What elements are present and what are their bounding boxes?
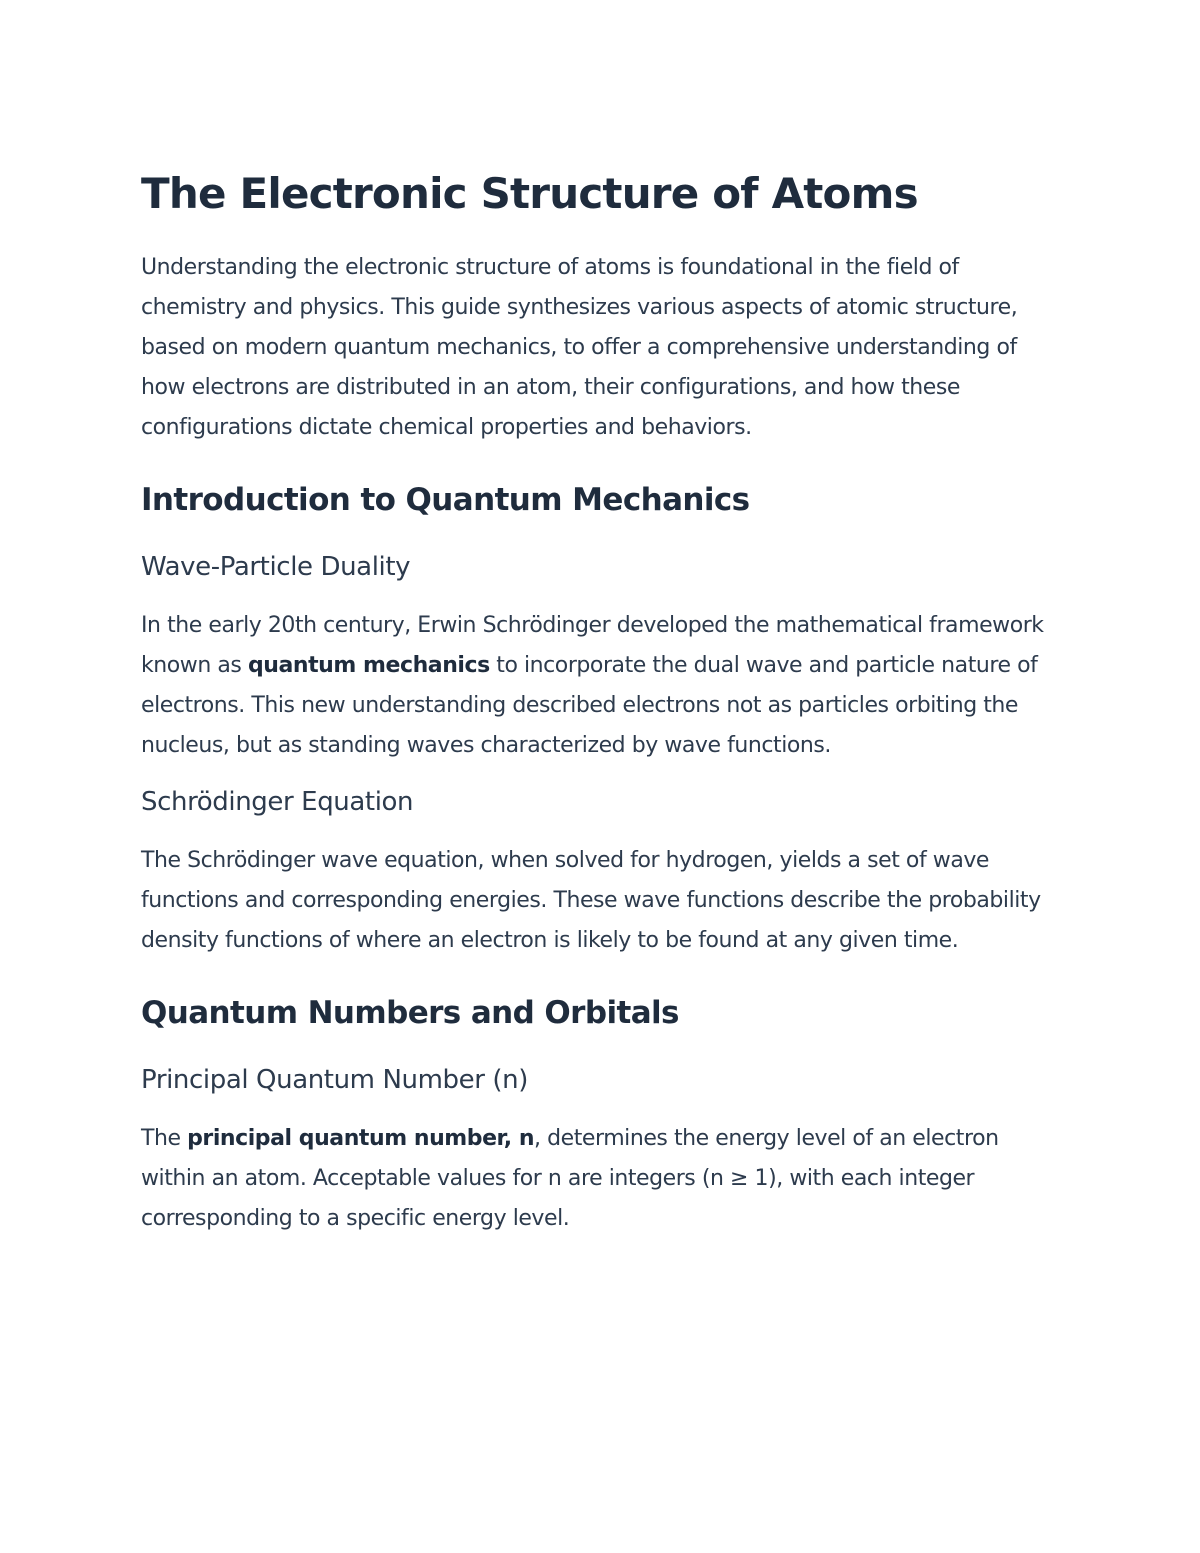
section-heading-quantum-mechanics: Introduction to Quantum Mechanics xyxy=(141,482,750,518)
paragraph-text: The xyxy=(141,1126,188,1151)
subsection-heading-wave-particle-duality: Wave-Particle Duality xyxy=(141,552,411,582)
bold-term-quantum-mechanics: quantum mechanics xyxy=(247,653,490,678)
paragraph-text: , determines the energy level of an electron within an atom. Acceptable values for n are integers (n ≥ 1), with each integer corresponding to a specific energy level. xyxy=(141,1126,999,1231)
paragraph-text: In the early 20th century, Erwin Schrödinger developed the mathematical framework known as xyxy=(141,613,1044,678)
intro-paragraph: Understanding the electronic structure of atoms is foundational in the field of chemistry and physics. This guide synthesizes various aspects of atomic structure, based on modern quantum mechanics, to offer a comprehensive understanding of how electrons are distributed in an atom, their configurations, and how these configurations dictate chemical properties and behaviors. xyxy=(141,255,1018,440)
paragraph-text: to incorporate the dual wave and particle nature of electrons. This new understanding described electrons not as particles orbiting the nucleus, but as standing waves characterized by wave functions. xyxy=(141,653,1038,758)
page-title: The Electronic Structure of Atoms xyxy=(141,169,918,218)
document-page xyxy=(141,166,1066,1239)
bold-term-principal-quantum-number: principal quantum number, n xyxy=(187,1126,535,1151)
section-heading-quantum-numbers: Quantum Numbers and Orbitals xyxy=(141,995,679,1031)
paragraph-principal-quantum-number xyxy=(141,1119,1066,1239)
subsection-heading-schrodinger-equation: Schrödinger Equation xyxy=(141,787,414,817)
paragraph-wave-particle-duality xyxy=(141,606,1066,766)
subsection-heading-principal-quantum-number: Principal Quantum Number (n) xyxy=(141,1065,528,1095)
paragraph-schrodinger-equation: The Schrödinger wave equation, when solved for hydrogen, yields a set of wave functions and corresponding energies. These wave functions describe the probability density functions of where an electron is likely to be found at any given time. xyxy=(141,848,1041,953)
